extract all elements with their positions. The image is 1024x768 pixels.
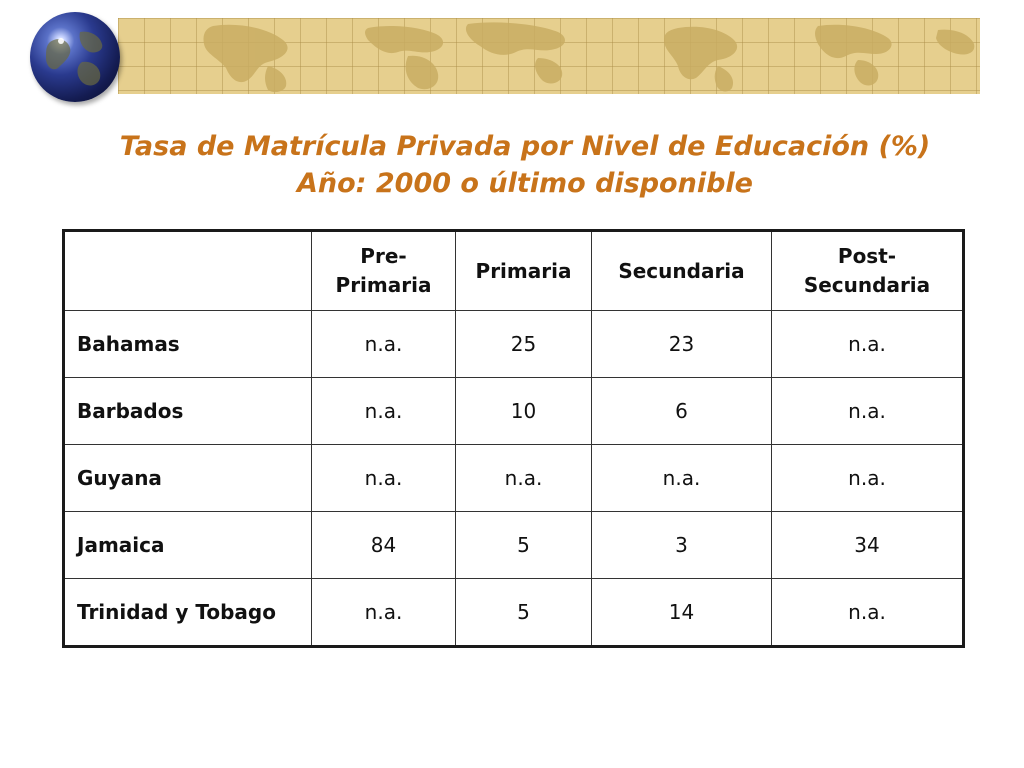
header-primaria-label: Primaria bbox=[475, 258, 572, 283]
secundaria-cell: 3 bbox=[592, 512, 772, 579]
country-cell: Trinidad y Tobago bbox=[64, 579, 312, 647]
post-secundaria-cell: n.a. bbox=[772, 579, 964, 647]
primaria-cell: 5 bbox=[456, 512, 592, 579]
table-row bbox=[64, 378, 964, 445]
secundaria-cell: 6 bbox=[592, 378, 772, 445]
table-row bbox=[64, 512, 964, 579]
country-cell: Bahamas bbox=[64, 311, 312, 378]
header-primaria bbox=[456, 231, 592, 311]
header-post-secundaria bbox=[772, 231, 964, 311]
enrollment-table bbox=[62, 229, 965, 648]
pre-primaria-cell: 84 bbox=[312, 512, 456, 579]
header-post-secundaria-label: Post- Secundaria bbox=[803, 244, 931, 297]
country-cell: Barbados bbox=[64, 378, 312, 445]
table-header-row bbox=[64, 231, 964, 311]
header-pre-primaria bbox=[312, 231, 456, 311]
post-secundaria-cell: n.a. bbox=[772, 445, 964, 512]
globe-icon bbox=[30, 12, 120, 102]
table-row bbox=[64, 311, 964, 378]
primaria-cell: 5 bbox=[456, 579, 592, 647]
table-row bbox=[64, 445, 964, 512]
country-cell: Guyana bbox=[64, 445, 312, 512]
slide-title-line1: Tasa de Matrícula Privada por Nivel de Educación (%) bbox=[119, 131, 931, 162]
slide-title-line2: Año: 2000 o último disponible bbox=[297, 168, 753, 199]
secundaria-cell: 14 bbox=[592, 579, 772, 647]
pre-primaria-cell: n.a. bbox=[312, 579, 456, 647]
secundaria-cell: 23 bbox=[592, 311, 772, 378]
secundaria-cell: n.a. bbox=[592, 445, 772, 512]
pre-primaria-cell: n.a. bbox=[312, 378, 456, 445]
primaria-cell: 10 bbox=[456, 378, 592, 445]
pre-primaria-cell: n.a. bbox=[312, 311, 456, 378]
primaria-cell: 25 bbox=[456, 311, 592, 378]
primaria-cell: n.a. bbox=[456, 445, 592, 512]
slide-title bbox=[0, 128, 1024, 202]
post-secundaria-cell: n.a. bbox=[772, 378, 964, 445]
header-secundaria bbox=[592, 231, 772, 311]
country-cell: Jamaica bbox=[64, 512, 312, 579]
header-secundaria-label: Secundaria bbox=[618, 258, 745, 283]
pre-primaria-cell: n.a. bbox=[312, 445, 456, 512]
table-row bbox=[64, 579, 964, 647]
world-map-banner bbox=[118, 18, 980, 94]
post-secundaria-cell: n.a. bbox=[772, 311, 964, 378]
post-secundaria-cell: 34 bbox=[772, 512, 964, 579]
header-pre-primaria-label: Pre- Primaria bbox=[335, 244, 432, 297]
header-country bbox=[64, 231, 312, 311]
